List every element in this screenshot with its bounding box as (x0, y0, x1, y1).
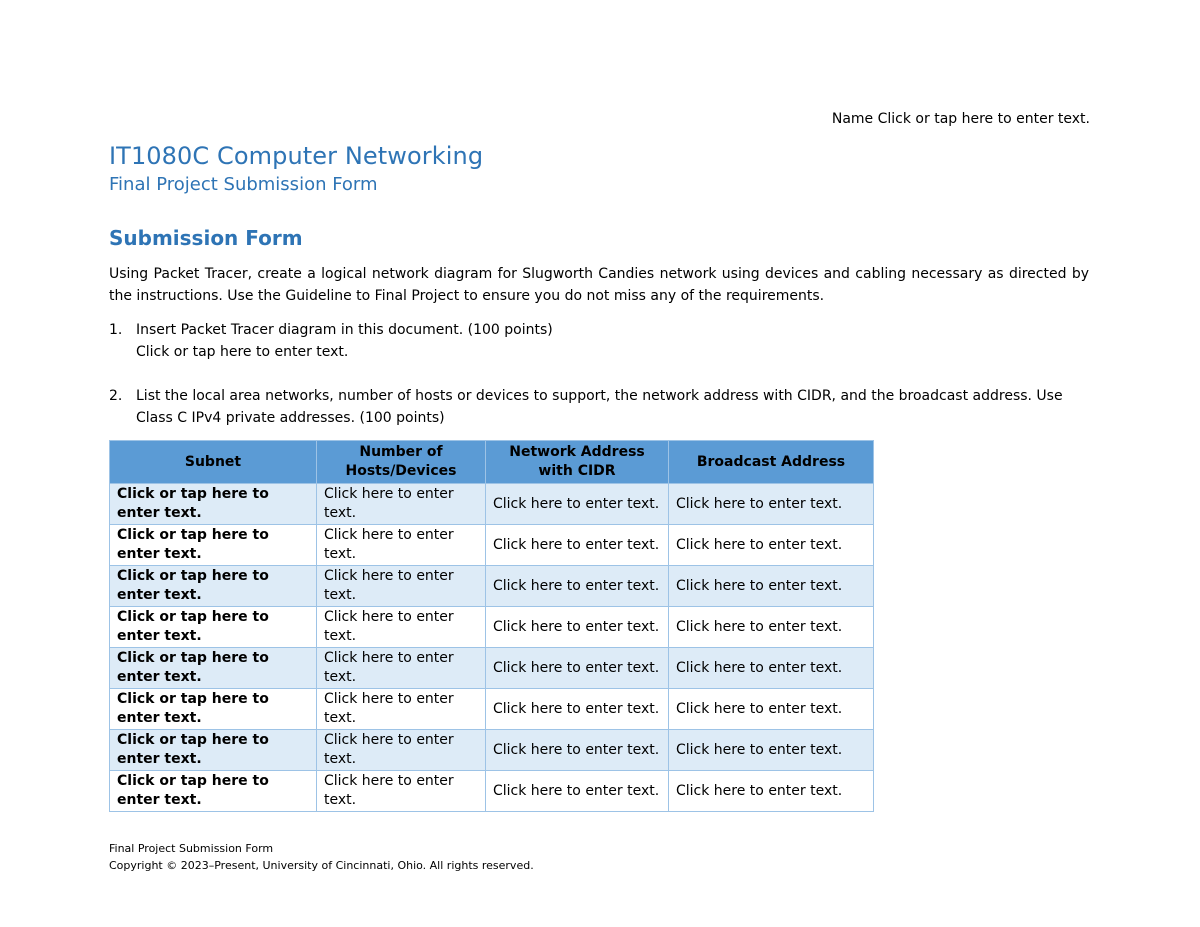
cell-subnet[interactable]: Click or tap here to enter text. (110, 648, 317, 689)
table-row (110, 648, 874, 689)
cell-broadcast[interactable]: Click here to enter text. (669, 566, 874, 607)
cell-hosts[interactable]: Click here to enter text. (317, 730, 486, 771)
cell-subnet[interactable]: Click or tap here to enter text. (110, 484, 317, 525)
table-row (110, 484, 874, 525)
cell-network[interactable]: Click here to enter text. (486, 771, 669, 812)
cell-subnet[interactable]: Click or tap here to enter text. (110, 689, 317, 730)
section-heading: Submission Form (109, 226, 303, 250)
intro-paragraph: Using Packet Tracer, create a logical network diagram for Slugworth Candies network using devices and cabling necessary as directed by the instructions. Use the Guideline to Final Project to ensure you do not miss any of the requirements. (109, 266, 1089, 304)
cell-broadcast[interactable]: Click here to enter text. (669, 525, 874, 566)
table-row (110, 525, 874, 566)
table-header-row (110, 441, 874, 484)
list-number: 2. (109, 388, 123, 404)
cell-broadcast[interactable]: Click here to enter text. (669, 689, 874, 730)
name-input[interactable]: Click or tap here to enter text. (877, 111, 1090, 127)
cell-hosts[interactable]: Click here to enter text. (317, 566, 486, 607)
header-subnet: Subnet (110, 441, 317, 484)
cell-network[interactable]: Click here to enter text. (486, 607, 669, 648)
name-line (832, 111, 1090, 127)
cell-subnet[interactable]: Click or tap here to enter text. (110, 607, 317, 648)
table-row (110, 607, 874, 648)
cell-hosts[interactable]: Click here to enter text. (317, 484, 486, 525)
diagram-placeholder-input[interactable]: Click or tap here to enter text. (136, 344, 349, 360)
cell-hosts[interactable]: Click here to enter text. (317, 607, 486, 648)
cell-hosts[interactable]: Click here to enter text. (317, 648, 486, 689)
cell-subnet[interactable]: Click or tap here to enter text. (110, 566, 317, 607)
list-item-text: Insert Packet Tracer diagram in this document. (100 points) (136, 322, 553, 338)
header-network-address: Network Address with CIDR (486, 441, 669, 484)
table-row (110, 689, 874, 730)
footer-title: Final Project Submission Form (109, 842, 274, 855)
table-row (110, 566, 874, 607)
header-hosts: Number of Hosts/Devices (317, 441, 486, 484)
cell-broadcast[interactable]: Click here to enter text. (669, 484, 874, 525)
table-row (110, 730, 874, 771)
cell-hosts[interactable]: Click here to enter text. (317, 689, 486, 730)
cell-subnet[interactable]: Click or tap here to enter text. (110, 525, 317, 566)
page-footer (109, 840, 534, 874)
document-title: IT1080C Computer Networking (109, 142, 484, 170)
cell-broadcast[interactable]: Click here to enter text. (669, 771, 874, 812)
cell-subnet[interactable]: Click or tap here to enter text. (110, 771, 317, 812)
cell-network[interactable]: Click here to enter text. (486, 648, 669, 689)
cell-network[interactable]: Click here to enter text. (486, 730, 669, 771)
list-item-text: List the local area networks, number of hosts or devices to support, the network address with CIDR, and the broadcast address. Use Class C IPv4 private addresses. (100 points) (136, 388, 1063, 426)
list-number: 1. (109, 322, 123, 338)
cell-network[interactable]: Click here to enter text. (486, 566, 669, 607)
footer-copyright: Copyright © 2023–Present, University of Cincinnati, Ohio. All rights reserved. (109, 859, 534, 872)
cell-broadcast[interactable]: Click here to enter text. (669, 607, 874, 648)
subnet-table (109, 440, 874, 812)
table-row (110, 771, 874, 812)
document-subtitle: Final Project Submission Form (109, 174, 378, 195)
cell-subnet[interactable]: Click or tap here to enter text. (110, 730, 317, 771)
list-item-1 (109, 319, 1089, 363)
cell-network[interactable]: Click here to enter text. (486, 525, 669, 566)
cell-network[interactable]: Click here to enter text. (486, 689, 669, 730)
cell-network[interactable]: Click here to enter text. (486, 484, 669, 525)
header-broadcast: Broadcast Address (669, 441, 874, 484)
name-label: Name (831, 111, 874, 127)
cell-broadcast[interactable]: Click here to enter text. (669, 648, 874, 689)
list-item-2 (109, 385, 1089, 429)
cell-broadcast[interactable]: Click here to enter text. (669, 730, 874, 771)
cell-hosts[interactable]: Click here to enter text. (317, 771, 486, 812)
cell-hosts[interactable]: Click here to enter text. (317, 525, 486, 566)
